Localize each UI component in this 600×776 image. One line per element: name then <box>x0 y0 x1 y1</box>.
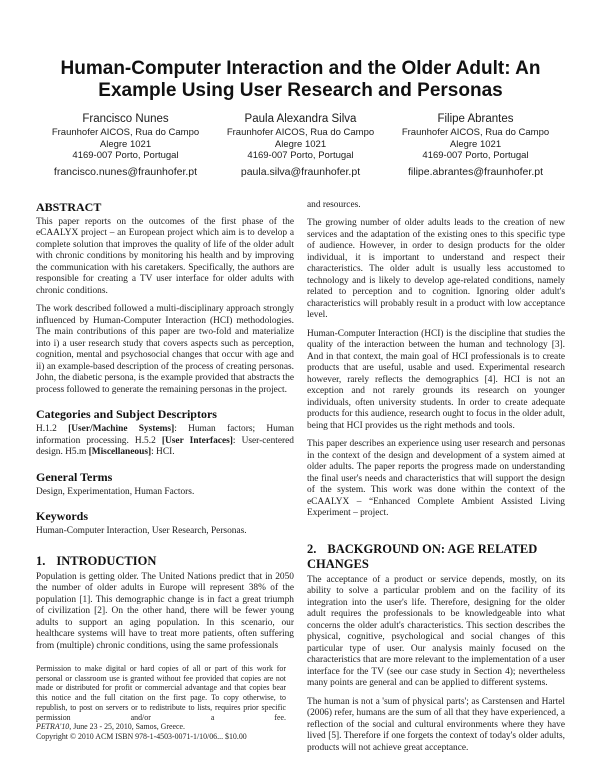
keywords-heading: Keywords <box>36 509 88 523</box>
section-title: INTRODUCTION <box>56 553 157 568</box>
left-column <box>36 200 294 762</box>
author-block-3 <box>388 112 563 179</box>
permission-note <box>36 664 286 742</box>
author-affiliation <box>388 127 563 162</box>
section-title: BACKGROUND ON: AGE RELATED CHANGES <box>307 541 538 571</box>
categories-segment: H.1.2 <box>36 424 69 434</box>
categories-bold-term: [User Interfaces] <box>161 435 233 446</box>
author-email: francisco.nunes@fraunhofer.pt <box>53 165 198 178</box>
introduction-paragraph: Population is getting older. The United Nations predict that in 2050 the number of older adults in Europe will represent 38% of the population [1]. This demographic change is in fact a great triumph of civilization [2]. On the other hand, there will be fewer young adults to support an aging population. In this scenario, our healthcare systems will have to treat more patients, often suffering from (multiple) chronic conditions, using the same professionals <box>36 571 294 651</box>
permission-body: Permission to make digital or hard copies of all or part of this work for personal or classroom use is granted without fee provided that copies are not made or distributed for profit or commercial advantage and that copies bear this notice and the full citation on the first page. To copy otherwise, to republish, to post on servers or to redistribute to lists, requires prior specific permission and/or a fee. <box>36 664 286 722</box>
abstract-heading: ABSTRACT <box>36 199 102 214</box>
author-affiliation <box>38 127 213 162</box>
general-terms-text: Design, Experimentation, Human Factors. <box>36 486 195 497</box>
affiliation-line: 4169-007 Porto, Portugal <box>422 150 529 161</box>
body-paragraph: and resources. <box>307 199 361 210</box>
author-email: filipe.abrantes@fraunhofer.pt <box>408 165 543 178</box>
body-paragraph: The human is not a 'sum of physical parts'; as Carstensen and Hartel (2006) refer, humans are the sum of all that they have experienced, a reflection of the social and cultural environments where they have lived [5]. Therefore if one forgets the context of today's older adults, products will not achieve great acceptance. <box>307 696 565 753</box>
affiliation-line: 4169-007 Porto, Portugal <box>247 150 354 161</box>
body-paragraph: The growing number of older adults leads to the creation of new services and the adaptation of the existing ones to this specific type of audience. However, in order to design products for the older individual, it is important to understand and respect their characteristics. The older adult is usually less accustomed to technology and is likely to develop age-related conditions, namely related to perception and to cognition. Ignoring older adult's characteristics will probably result in a product with low acceptance level. <box>307 218 565 320</box>
affiliation-line: Alegre 1021 <box>449 138 502 150</box>
affiliation-line: Alegre 1021 <box>274 138 327 150</box>
categories-heading: Categories and Subject Descriptors <box>36 407 217 421</box>
author-block-2 <box>213 112 388 179</box>
author-block-1 <box>38 112 213 179</box>
author-name: Francisco Nunes <box>82 113 169 125</box>
copyright-line: Copyright © 2010 ACM ISBN 978-1-4503-0071-1/10/06... $10.00 <box>36 731 247 741</box>
categories-bold-term: [User/Machine Systems] <box>68 424 175 434</box>
section-number: 1. <box>36 553 46 568</box>
abstract-paragraph: This paper reports on the outcomes of the first phase of the eCAALYX project – an European project which aim is to develop a complete solution that improves the quality of life of the older adult with chronic conditions by monitoring his health and by improving the communication with his caretakers. Specifically, the authors are responsible for creating a TV user interface for older adults with chronic conditions. <box>36 216 294 296</box>
affiliation-line: Alegre 1021 <box>99 138 152 150</box>
page-title: Human-Computer Interaction and the Older Adult: An Example Using User Research and Personas <box>60 58 541 101</box>
abstract-paragraph: The work described followed a multi-disciplinary approach strongly influenced by Human-Computer Interaction (HCI) methodologies. The main contributions of this paper are two-fold and materialize into i) a user research study that covers aspects such as perception, cognition, mental and psychosocial changes that occur with age and ii) an example-based description of the process of creating personas. John, the diabetic persona, is the example provided that abstracts the process followed to generate the remaining personas in the project. <box>36 304 294 395</box>
venue-name: PETRA'10 <box>36 722 70 732</box>
venue-details: , June 23 - 25, 2010, Samos, Greece. <box>69 722 185 732</box>
background-heading <box>307 542 565 572</box>
body-paragraph: Human-Computer Interaction (HCI) is the discipline that studies the quality of the interaction between the human and technology [3]. And in that context, the main goal of HCI professionals is to create products that are useful, usable and used. Experimental research however, rarely reflects the demographics [4]. HCI is not an exception and not rarely grounds its research on younger individuals, often university students. In order to create adequate products for this audience, research ought to focus in the older adult, being that HCI provides us the right methods and tools. <box>307 328 565 431</box>
categories-segment: : User-centered design. H5.m <box>36 435 294 457</box>
general-terms-heading: General Terms <box>36 469 113 484</box>
introduction-heading <box>36 554 294 569</box>
author-name: Paula Alexandra Silva <box>244 113 357 125</box>
two-column-body <box>36 200 565 762</box>
body-paragraph: The acceptance of a product or service depends, mostly, on its ability to solve a particular problem and on the facility of its integration into the user's life. Therefore, designing for the older adult requires the professionals to be knowledgeable into what concerns the older adult's characteristics. This section describes the physical, cognitive, psychological and social changes of this particular type of user. Our analysis mainly focused on the characteristics that are more relevant to the implementation of a user interface for the TV (see our case study in Section 4); nevertheless many points are general and can be applied to different systems. <box>307 574 565 688</box>
author-name: Filipe Abrantes <box>437 113 514 125</box>
affiliation-line: Fraunhofer AICOS, Rua do Campo <box>51 127 200 138</box>
section-number: 2. <box>307 541 317 556</box>
categories-segment: : HCI. <box>151 447 175 457</box>
keywords-text: Human-Computer Interaction, User Research, Personas. <box>36 526 247 536</box>
body-paragraph: This paper describes an experience using user research and personas in the context of the design and development of a system aimed at older adults. The paper reports the progress made on understanding the final user's needs and characteristics that will support the design of the system. This work was done within the context of the eCAALYX – “Enhanced Complete Ambient Assisted Living Experiment – project. <box>307 439 565 518</box>
affiliation-line: Fraunhofer AICOS, Rua do Campo <box>226 127 375 138</box>
categories-bold-term: [Miscellaneous] <box>88 447 152 457</box>
author-row <box>38 112 563 179</box>
author-affiliation <box>213 127 388 162</box>
venue-line <box>36 722 286 732</box>
author-email: paula.silva@fraunhofer.pt <box>240 165 361 178</box>
affiliation-line: 4169-007 Porto, Portugal <box>72 150 179 161</box>
categories-segment: : Human factors; Human information processing. H.5.2 <box>36 424 294 446</box>
categories-text <box>36 424 294 459</box>
affiliation-line: Fraunhofer AICOS, Rua do Campo <box>401 127 550 138</box>
right-column <box>307 200 565 762</box>
